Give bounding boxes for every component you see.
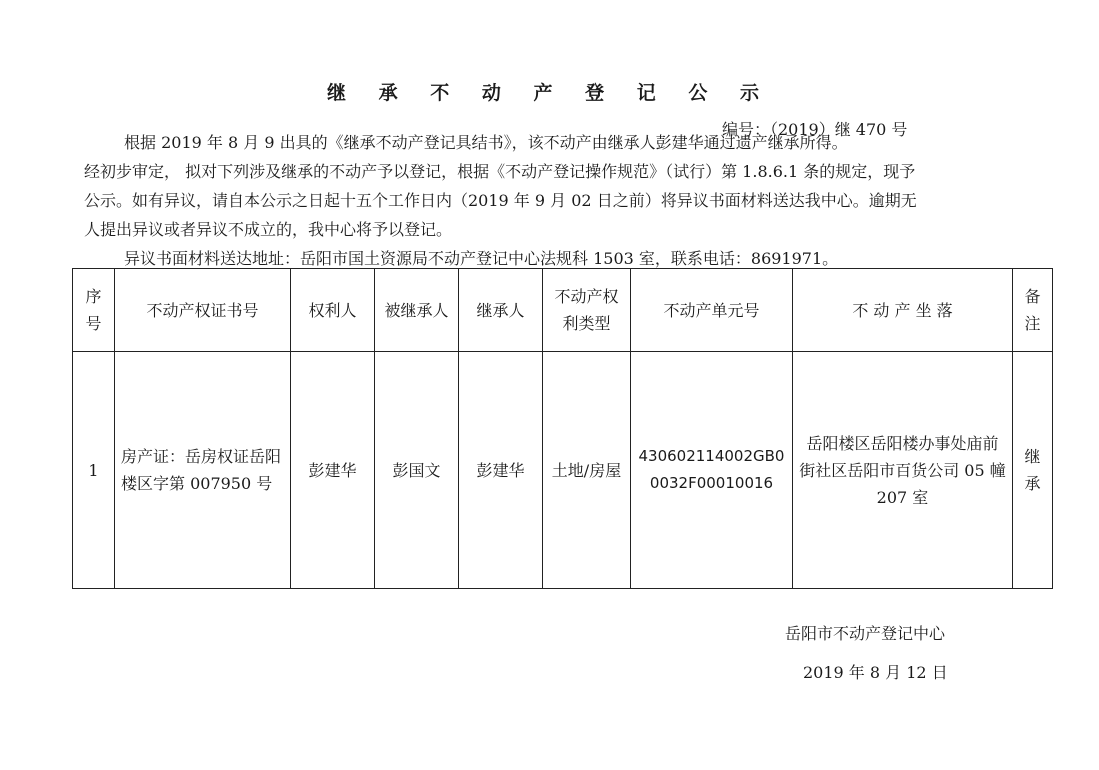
document-number: 编号：（2019）继 470 号 xyxy=(722,120,908,139)
body-line: 经初步审定， 拟对下列涉及继承的不动产予以登记，根据《不动产登记操作规范》（试行）第 1.8.6.1 条的规定，现予 xyxy=(84,162,916,181)
cell-cert-no: 房产证：岳房权证岳阳楼区字第 007950 号 xyxy=(115,352,291,589)
body-line: 根据 2019 年 8 月 9 出具的《继承不动产登记具结书》，该不动产由继承人彭建华通过遗产继承所得。 xyxy=(124,133,848,152)
header-unit-no: 不动产单元号 xyxy=(631,269,793,352)
header-cert-no: 不动产权证书号 xyxy=(115,269,291,352)
cell-right-type: 土地/房屋 xyxy=(543,352,631,589)
header-right-type: 不动产权利类型 xyxy=(543,269,631,352)
cell-heir: 彭建华 xyxy=(459,352,543,589)
cell-decedent: 彭国文 xyxy=(375,352,459,589)
header-decedent: 被继承人 xyxy=(375,269,459,352)
cell-unit-no: 430602114002GB00032F00010016 xyxy=(631,352,793,589)
cell-seq: 1 xyxy=(73,352,115,589)
issue-date: 2019 年 8 月 12 日 xyxy=(803,663,948,682)
table-row xyxy=(73,352,1053,589)
body-line: 人提出异议或者异议不成立的，我中心将予以登记。 xyxy=(84,220,453,239)
header-seq: 序号 xyxy=(73,269,115,352)
header-heir: 继承人 xyxy=(459,269,543,352)
table-header-row xyxy=(73,269,1053,352)
registration-table xyxy=(72,268,1053,589)
header-location: 不 动 产 坐 落 xyxy=(793,269,1013,352)
cell-remark: 继承 xyxy=(1013,352,1053,589)
announcement-body xyxy=(84,128,1044,273)
cell-right-holder: 彭建华 xyxy=(291,352,375,589)
body-line: 公示。如有异议，请自本公示之日起十五个工作日内（2019 年 9 月 02 日之前）将异议书面材料送达我中心。逾期无 xyxy=(84,191,917,210)
issuing-organization: 岳阳市不动产登记中心 xyxy=(785,624,946,643)
cell-location: 岳阳楼区岳阳楼办事处庙前街社区岳阳市百货公司 05 幢 207 室 xyxy=(793,352,1013,589)
header-remark: 备注 xyxy=(1013,269,1053,352)
page-title: 继 承 不 动 产 登 记 公 示 xyxy=(327,82,772,104)
header-right-holder: 权利人 xyxy=(291,269,375,352)
objection-address-line: 异议书面材料送达地址：岳阳市国土资源局不动产登记中心法规科 1503 室，联系电话：8691971。 xyxy=(124,249,839,268)
